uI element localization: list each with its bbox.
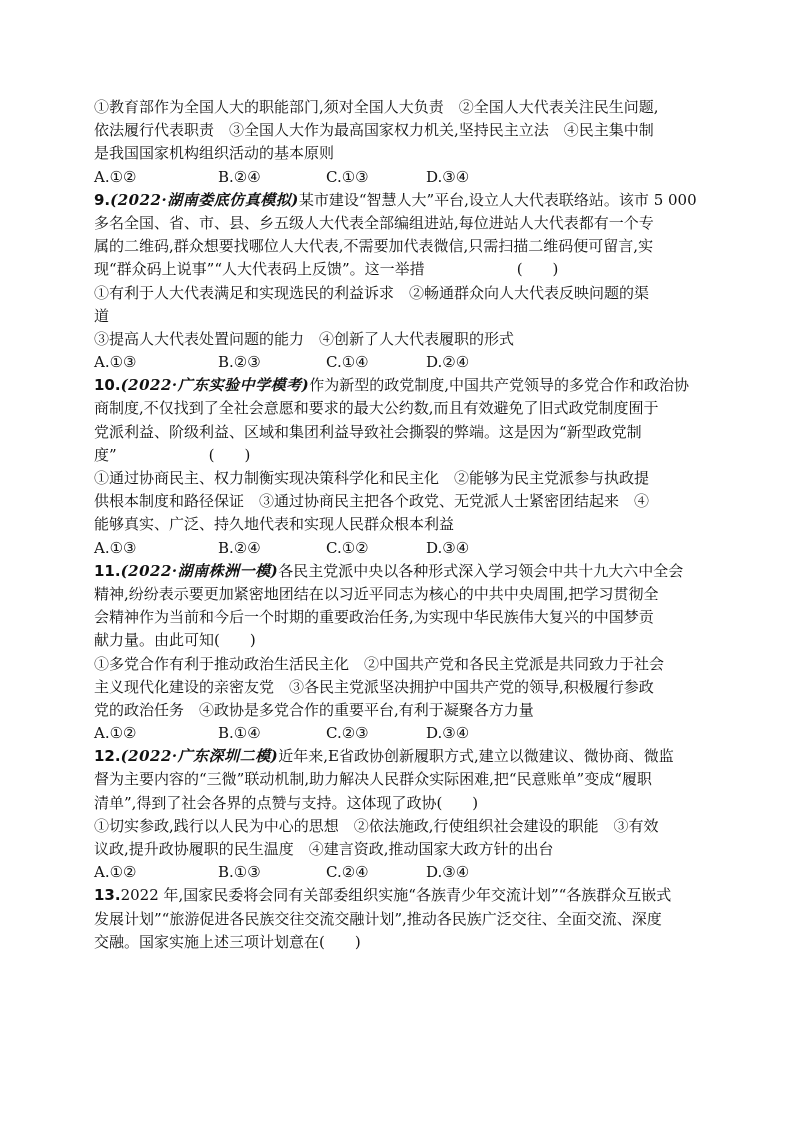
question-text: 各民主党派中央以各种形式深入学习领会中共十九大六中全会 bbox=[278, 561, 684, 580]
q11-option-line: ①多党合作有利于推动政治生活民主化 ②中国共产党和各民主党派是共同致力于社会 bbox=[94, 654, 665, 673]
choice-c: C.①② bbox=[326, 538, 369, 557]
q13-stem-line bbox=[94, 931, 700, 954]
question-text: 近年来,E省政协创新履职方式,建立以微建议、微协商、微监 bbox=[278, 747, 674, 766]
question-text: 某市建设“智慧人大”平台,设立人大代表联络站。该市 5 000 bbox=[298, 190, 697, 209]
choice-d: D.③④ bbox=[426, 167, 470, 186]
choice-b: B.①④ bbox=[218, 724, 261, 743]
question-number: 12. bbox=[94, 747, 121, 766]
question-number: 9. bbox=[94, 190, 111, 209]
choice-a: A.①③ bbox=[94, 538, 137, 557]
q13-stem-line bbox=[94, 884, 700, 907]
choice-b: B.②④ bbox=[218, 538, 261, 557]
choice-a: A.①② bbox=[94, 863, 137, 882]
q12-stem-line bbox=[94, 792, 700, 815]
q10-stem-line bbox=[94, 444, 700, 467]
answer-paren: ( ) bbox=[214, 631, 256, 650]
answer-paren: ( ) bbox=[319, 932, 361, 951]
question-source: (2022·广东实验中学模考) bbox=[120, 376, 310, 395]
q9-stem-line bbox=[94, 189, 700, 212]
question-source: (2022·广东深圳二模) bbox=[120, 747, 279, 766]
question-text: 交融。国家实施上述三项计划意在 bbox=[94, 932, 320, 951]
question-text: 献力量。由此可知 bbox=[94, 631, 215, 650]
choice-a: A.①② bbox=[94, 167, 137, 186]
choice-b: B.②④ bbox=[218, 167, 261, 186]
choice-c: C.①③ bbox=[326, 167, 369, 186]
q10-stem-line bbox=[94, 374, 700, 397]
choice-b: B.①③ bbox=[218, 863, 261, 882]
question-text: 现“群众码上说事”“人大代表码上反馈”。这一举措 bbox=[94, 260, 425, 279]
q10-option-line: 供根本制度和路径保证 ③通过协商民主把各个政党、无党派人士紧密团结起来 ④ bbox=[94, 492, 650, 511]
q8-option-line: 是我国国家机构组织活动的基本原则 bbox=[94, 144, 335, 163]
q9-option-line: ③提高人大代表处置问题的能力 ④创新了人大代表履职的形式 bbox=[94, 329, 515, 348]
q12-stem-line bbox=[94, 745, 700, 768]
question-number: 10. bbox=[94, 376, 121, 395]
answer-paren: ( ) bbox=[208, 445, 251, 464]
choice-d: D.②④ bbox=[426, 353, 470, 372]
q12-stem-line: 督为主要内容的“三微”联动机制,助力解决人民群众实际困难,把“民意账单”变成“履职 bbox=[94, 770, 652, 789]
q10-option-line: 能够真实、广泛、持久地代表和实现人民群众根本利益 bbox=[94, 515, 455, 534]
q8-choices bbox=[94, 166, 700, 189]
question-source: (2022·湖南株洲一模) bbox=[120, 561, 279, 580]
choice-c: C.①④ bbox=[326, 353, 369, 372]
q8-option-line: 依法履行代表职责 ③全国人大作为最高国家权力机关,坚持民主立法 ④民主集中制 bbox=[94, 121, 654, 140]
q11-stem-line bbox=[94, 629, 700, 652]
choice-b: B.②③ bbox=[218, 353, 261, 372]
q11-choices bbox=[94, 722, 700, 745]
q11-stem-line bbox=[94, 560, 700, 583]
choice-d: D.③④ bbox=[426, 538, 470, 557]
choice-d: D.③④ bbox=[426, 863, 470, 882]
q9-option-line: 道 bbox=[94, 306, 110, 325]
choice-c: C.②④ bbox=[326, 863, 369, 882]
q10-stem-line: 商制度,不仅找到了全社会意愿和要求的最大公约数,而且有效避免了旧式政党制度囿于 bbox=[94, 399, 659, 418]
question-number: 11. bbox=[94, 561, 121, 580]
q11-stem-line: 精神,纷纷表示要更加紧密地团结在以习近平同志为核心的中共中央周围,把学习贯彻全 bbox=[94, 584, 659, 603]
q8-option-line: ①教育部作为全国人大的职能部门,须对全国人大负责 ②全国人大代表关注民生问题, bbox=[94, 98, 659, 116]
q12-option-line: 议政,提升政协履职的民生温度 ④建言资政,推动国家大政方针的出台 bbox=[94, 840, 554, 858]
q11-stem-line: 会精神作为当前和今后一个时期的重要政治任务,为实现中华民族伟大复兴的中国梦贡 bbox=[94, 608, 654, 627]
question-source: (2022·湖南娄底仿真模拟) bbox=[110, 190, 299, 209]
q11-option-line: 主义现代化建设的亲密友党 ③各民主党派坚决拥护中国共产党的领导,积极履行参政 bbox=[94, 677, 654, 696]
q9-stem-line bbox=[94, 258, 700, 281]
q9-option-line: ①有利于人大代表满足和实现选民的利益诉求 ②畅通群众向人大代表反映问题的渠 bbox=[94, 283, 650, 302]
choice-a: A.①② bbox=[94, 724, 137, 743]
choice-a: A.①③ bbox=[94, 353, 137, 372]
answer-paren: ( ) bbox=[436, 793, 479, 812]
question-text: 2022 年,国家民委将会同有关部委组织实施“各族青少年交流计划”“各族群众互嵌式 bbox=[120, 886, 672, 905]
choice-d: D.③④ bbox=[426, 724, 470, 743]
question-list bbox=[94, 96, 700, 954]
q13-stem-line: 发展计划”“旅游促进各民族交往交流交融计划”,推动各民族广泛交往、全面交流、深度 bbox=[94, 909, 662, 928]
q12-choices bbox=[94, 861, 700, 884]
q9-stem-line: 属的二维码,群众想要找哪位人大代表,不需要加代表微信,只需扫描二维码便可留言,实 bbox=[94, 237, 654, 256]
q9-stem-line: 多名全国、省、市、县、乡五级人大代表全部编组进站,每位进站人大代表都有一个专 bbox=[94, 213, 654, 232]
question-text: 清单”,得到了社会各界的点赞与支持。这体现了政协 bbox=[94, 793, 437, 812]
q11-option-line: 党的政治任务 ④政协是多党合作的重要平台,有利于凝聚各方力量 bbox=[94, 700, 534, 719]
q12-option-line: ①切实参政,践行以人民为中心的思想 ②依法施政,行使组织社会建设的职能 ③有效 bbox=[94, 816, 659, 835]
choice-c: C.②③ bbox=[326, 724, 369, 743]
question-number: 13. bbox=[94, 886, 121, 905]
question-text: 作为新型的政党制度,中国共产党领导的多党合作和政治协 bbox=[309, 376, 690, 395]
q10-stem-line: 党派利益、阶级利益、区域和集团利益导致社会撕裂的弊端。这是因为“新型政党制 bbox=[94, 422, 642, 441]
q9-choices bbox=[94, 351, 700, 374]
q10-choices bbox=[94, 537, 700, 560]
answer-paren: ( ) bbox=[516, 260, 559, 279]
question-text: 度” bbox=[94, 445, 117, 464]
q10-option-line: ①通过协商民主、权力制衡实现决策科学化和民主化 ②能够为民主党派参与执政提 bbox=[94, 469, 650, 487]
